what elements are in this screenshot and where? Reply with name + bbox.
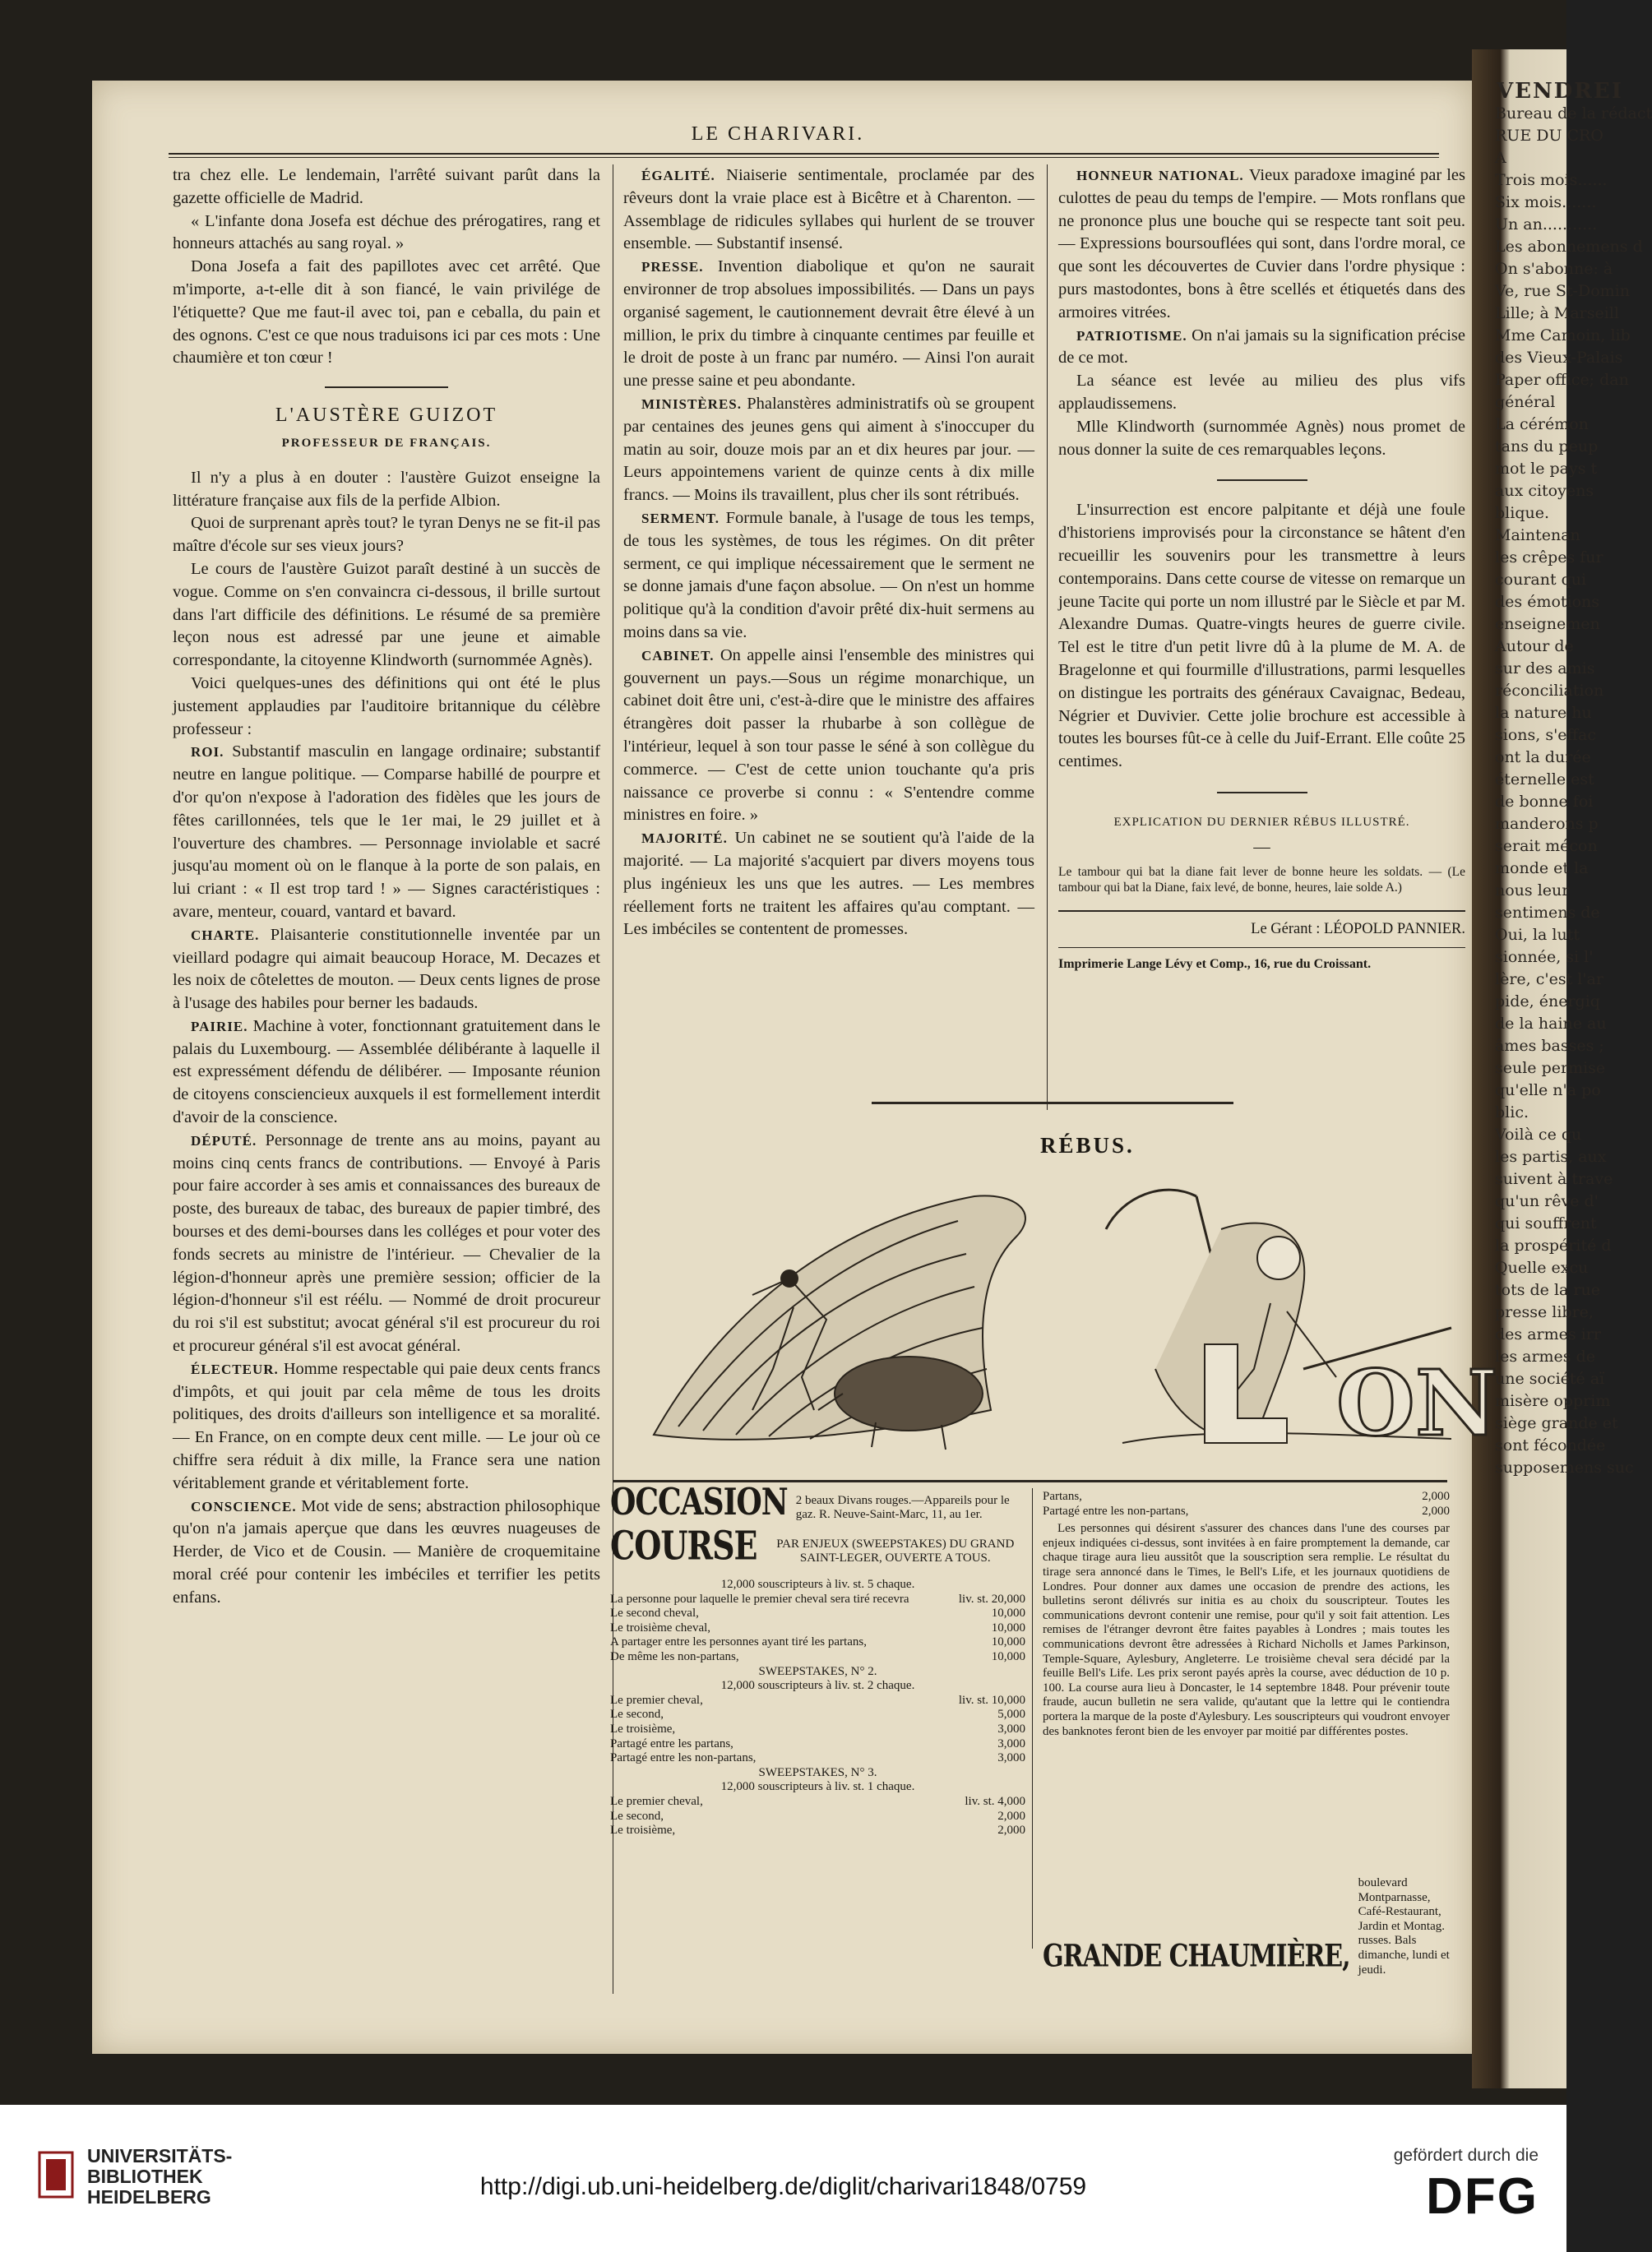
adjacent-page-line: sionnée, si l' (1495, 948, 1594, 966)
definition-entry (1058, 164, 1465, 325)
adjacent-page-line: de bonne foi (1495, 793, 1594, 811)
gerant-line: Le Gérant : LÉOPOLD PANNIER. (1251, 920, 1465, 937)
table-row (610, 1737, 1025, 1752)
ad-divider (1032, 1488, 1033, 1949)
row-value: liv. st. 20,000 (958, 1592, 1025, 1606)
adjacent-page-line: pide, énergiq (1495, 992, 1600, 1010)
adjacent-page-line: Trois mois...... (1495, 171, 1608, 189)
table-row (1043, 1505, 1450, 1519)
course-ad (610, 1522, 1025, 1838)
row-value: 3,000 (997, 1751, 1025, 1765)
definition-text: Niaiserie sentimentale, proclamée par des rêveurs dont la vraie place est à Bicêtre et à Charenton. — Assemblage de ridicules syllabes qui hurlent de se trouver ensemble. — Substantif insensé. (623, 166, 1034, 253)
table-row (610, 1824, 1025, 1838)
section-separator (1217, 479, 1307, 481)
adjacent-page-line: qu'elle n'a po (1495, 1081, 1601, 1099)
row-value: 2,000 (1422, 1504, 1450, 1518)
rebus-illustration (629, 1163, 1498, 1472)
adjacent-page-line: des Vieux-Palais (1495, 349, 1623, 367)
sweepstakes-2-title: SWEEPSTAKES, N° 2. (758, 1664, 877, 1678)
definition-text: On appelle ainsi l'ensemble des ministres qui gouvernent un pays.—Sous un régime monarchique, un cabinet doit être uni, c'est-à-dire que le ministre des affaires étrangères doit passer la rhubarbe à son collègue de l'intérieur, lequel à son tour passe le séné à son collègue du commerce. — C'est de cette union touchante qu'a pris naissance ce proverbe si connu : « S'entendre comme ministres en foire. » (623, 645, 1034, 825)
row-value: 5,000 (997, 1708, 1025, 1722)
definition-text: Plaisanterie constitutionnelle inventée par un vieillard podagre qui aimait beaucoup Horace, M. Decazes et les noix de côtelettes de mouton. — Deux cents lignes de prose à l'usage des habiles pour berner les badauds. (173, 925, 600, 1013)
definition-entry (173, 1496, 600, 1610)
page-masthead: LE CHARIVARI. (691, 123, 865, 145)
adjacent-page-line: des armes irr (1495, 1325, 1601, 1343)
article-paragraph: Quoi de surprenant après tout? le tyran Denys ne se fit-il pas maître d'école sur ses vieux jours? (173, 514, 600, 556)
definitions-list (1058, 164, 1465, 370)
definition-entry (623, 827, 1034, 941)
sweepstakes-2-table (610, 1694, 1025, 1766)
row-value: 10,000 (991, 1649, 1025, 1663)
adjacent-page-line: les armes de (1495, 1348, 1595, 1366)
row-value: 3,000 (997, 1736, 1025, 1750)
table-row (610, 1751, 1025, 1766)
intro-paragraphs (173, 164, 600, 370)
definition-entry (173, 1358, 600, 1496)
adjacent-page-line: Six mois....... (1495, 193, 1597, 211)
definition-term: ROI. (191, 744, 233, 761)
chaumiere-ad (1043, 1876, 1450, 1977)
table-row (1043, 1490, 1450, 1505)
definition-term: DÉPUTÉ. (191, 1132, 266, 1149)
definition-entry (173, 1015, 600, 1130)
intro-paragraph: « L'infante dona Josefa est déchue des prérogatires, rang et honneurs attachés au sang royal. » (173, 211, 600, 253)
adjacent-page-line: tots de la rue (1495, 1281, 1600, 1299)
table-row (610, 1621, 1025, 1636)
adjacent-page-line: RUE DU CRO (1495, 127, 1603, 145)
occasion-ad (610, 1480, 1025, 1524)
adjacent-page-line: enseignemen (1495, 615, 1600, 633)
row-label: Partans, (1043, 1490, 1082, 1503)
row-label: Partagé entre les partans, (610, 1736, 733, 1750)
definition-entry (173, 741, 600, 923)
adjacent-page-line: Un an........... (1495, 215, 1598, 234)
adjacent-page-line: réconciliation (1495, 682, 1604, 700)
adjacent-page-line: Paper office; dan (1495, 371, 1629, 389)
definition-text: Substantif masculin en langage ordinaire; substantif neutre en langue politique. — Comparse habillé de pourpre et d'or qu'on n'expose à l'adoration des fidèles que les jours de fêtes carillonnées, tels que le 1er mai, le 29 juillet et à l'ouverture des chambres. — Personnage inviolable et sacré jusqu'au moment où on le flanque à la porte de son palais, en lui criant : « Il est trop tard ! » — Signes caractéristiques : avare, menteur, couard, vantard et bavard. (173, 742, 600, 921)
sweepstakes-3-table (610, 1795, 1025, 1838)
row-value: 10,000 (991, 1607, 1025, 1621)
adjacent-page-line: éternelle est (1495, 770, 1594, 788)
definition-term: CONSCIENCE. (191, 1498, 302, 1514)
definition-entry (173, 924, 600, 1015)
adjacent-page-line: les crêpes fur (1495, 548, 1603, 566)
definitions-list (173, 741, 600, 1609)
definition-term: MAJORITÉ. (641, 830, 735, 847)
article-paragraphs (173, 467, 600, 742)
row-value: 2,000 (1422, 1490, 1450, 1503)
svg-text:ON: ON (1336, 1350, 1498, 1456)
adjacent-page-line: sentimens de (1495, 904, 1600, 922)
definition-term: CABINET. (641, 647, 720, 664)
definition-text: Mot vide de sens; abstraction philosophique qu'on n'a jamais aperçue que dans les œuvres nuageuses de Herder, de Vico et de Cousin. — Manière de croquemitaine moral créé pour contenir les imbéciles et terrifier les petits enfans. (173, 1496, 601, 1607)
definition-text: Personnage de trente ans au moins, payant au moins cinq cents francs de contributions. — Envoyé à Paris pour faire accorder à ses amis et connaissances des bureaux de poste, des bureaux de tabac, des bureaux de papier timbré, des bourses et des demi-bourses dans les colléges et pour voter des fonds secrets au ministre de l'intérieur. — Chevalier de la légion-d'honneur après une première session; officier de la légion-d'honneur s'il est réélu. — Nommé de droit procureur du roi s'il est substitut; avocat général s'il est procureur du roi et procureur général s'il est avocat général. (173, 1131, 600, 1356)
row-value: 10,000 (991, 1635, 1025, 1649)
row-value: 2,000 (997, 1809, 1025, 1823)
adjacent-page-line: misère opprim (1495, 1392, 1611, 1410)
section-separator (1217, 792, 1307, 793)
adjacent-page-line: lère, c'est l'ar (1495, 970, 1603, 988)
sweepstakes-3-sub: 12,000 souscripteurs à liv. st. 1 chaque. (720, 1780, 915, 1794)
adjacent-page-lines (1490, 103, 1652, 1479)
definitions-list (623, 164, 1034, 941)
article-title: L'AUSTÈRE GUIZOT (275, 405, 498, 427)
closing-paragraph: La séance est levée au milieu des plus vifs applaudissemens. (1058, 372, 1465, 413)
adjacent-page-line: général (1495, 393, 1556, 411)
row-value: 10,000 (991, 1621, 1025, 1635)
insurrection-paragraph: L'insurrection est encore palpitante et déjà une foule d'historiens improvisés pour la circonstance se hâtent d'en recueillir les souvenirs pour les transmettre à leurs contemporains. Dans cette course de vitesse on remarque un jeune Tacite qui porte un nom illustré par le Siècle et par M. Alexandre Dumas. Quatre-vingts heures de guerre civile. Tel est le titre d'un petit livre dû à la plume de M. A. de Bragelonne et qui fourmille d'illustrations, parmi lesquelles on distingue les portraits des généraux Cavaignac, Bedeau, Négrier et Duvivier. Cette jolie brochure est accessible à toutes les bourses fût-ce à celle du Juif-Errant. Elle coûte 25 centimes. (1058, 501, 1465, 771)
adjacent-page-edge (1490, 49, 1652, 2088)
adjacent-page-line: âmes basses ; (1495, 1037, 1604, 1055)
definition-entry (623, 164, 1034, 256)
definition-term: HONNEUR NATIONAL. (1076, 168, 1249, 183)
table-row (610, 1708, 1025, 1723)
definition-entry (1058, 325, 1465, 371)
article-paragraph: Il n'y a plus à en douter : l'austère Guizot enseigne la littérature française aux fils de la perfide Albion. (173, 468, 600, 510)
row-label: Partagé entre les non-partans, (610, 1751, 757, 1765)
table-row (610, 1593, 1025, 1607)
dash: — (1253, 837, 1270, 856)
definition-text: Un cabinet ne se soutient qu'à l'aide de la majorité. — La majorité s'acquiert par divers moyens tous plus ingénieux les uns que les autres. — Les membres réellement forts ne traitent les affaires qu'au comptant. — Les imbéciles se contentent de promesses. (623, 829, 1034, 939)
row-label: Partagé entre les non-partans, (1043, 1504, 1189, 1518)
sweepstakes-2-sub: 12,000 souscripteurs à liv. st. 2 chaque. (720, 1679, 915, 1693)
definition-term: PRESSE. (641, 259, 718, 275)
course-continued (1043, 1490, 1450, 1739)
rule (1058, 947, 1465, 948)
row-label: Le troisième, (610, 1722, 676, 1736)
adjacent-page-line: On s'abonne: à (1495, 260, 1613, 278)
adjacent-page-line: sur des amis (1495, 659, 1595, 677)
article-paragraph: Voici quelques-unes des définitions qui ont été le plus justement applaudies par l'auditoire britannique du célèbre professeur : (173, 673, 600, 738)
adjacent-page-line: qui souffrent (1495, 1214, 1597, 1232)
definition-text: Invention diabolique et qu'on ne saurait environner de trop absolues impossibilités. — Dans un pays organisé sagement, le cautionnement devrait être élevé à un million, le prix du timbre à cinquante centimes par feuille et le droit de poste à un franc par numéro. — Ainsi l'on aurait une presse saine et peu abondante. (623, 257, 1034, 391)
adjacent-page-line: siège grande et (1495, 1414, 1618, 1432)
section-separator (325, 386, 448, 388)
table-row (610, 1607, 1025, 1621)
definition-entry (173, 1130, 600, 1358)
rebus-explanation-title: EXPLICATION DU DERNIER RÉBUS ILLUSTRÉ. (1113, 815, 1410, 829)
definition-term: CHARTE. (191, 927, 271, 943)
rebus-letters (1336, 1350, 1497, 1456)
row-value: 2,000 (997, 1824, 1025, 1838)
adjacent-page-line: courant qui (1495, 571, 1587, 589)
definition-entry (623, 507, 1034, 645)
adjacent-page-line: Quelle excu (1495, 1259, 1589, 1277)
definition-term: PAIRIE. (191, 1018, 253, 1034)
occasion-heading: OCCASION (610, 1480, 788, 1524)
intro-paragraph: tra chez elle. Le lendemain, l'arrêté suivant parût dans la gazette officielle de Madrid. (173, 166, 600, 207)
row-value: liv. st. 10,000 (958, 1693, 1025, 1707)
definition-entry (623, 393, 1034, 507)
ornament-rule (872, 1102, 1233, 1104)
adjacent-page-line: de la haine au (1495, 1015, 1607, 1033)
row-label: Le troisième cheval, (610, 1621, 711, 1635)
row-label: Le second, (610, 1708, 664, 1722)
rebus-explanation-text: Le tambour qui bat la diane fait lever de bonne heure les soldats. — (Le tambour qui bat la Diane, faix levé, de bonne, heures, laie solde A.) (1058, 864, 1465, 895)
course-conditions: Les personnes qui désirent s'assurer des chances dans l'une des courses par enjeux indiquées ci-dessus, sont invitées à en faire promptement la demande, car chaque tirage aura lieu aussitôt que la souscription sera remplie. Le résultat du tirage sera annoncé dans le Times, le Bell's Life, et les journaux quotidiens de Londres. Pour donner aux dames une occasion de prendre des actions, les bulletins seront délivrés sur initia es au choix du souscripteur. Toutes les communications devront contenir une remise, pour qu'il y soit fait attention. Les remises de l'étranger devront être faites payables à Londres ; mais toutes les communications devront être adressées à Richard Nicholls et James Parkinson, Temple-Square, Aylesbury, Angleterre. Le troisième cheval sera décidé par la feuille Bell's Life. Les prix seront payés après la course, avec déduction de 10 p. 100. La course aura lieu à Doncaster, le 14 septembre 1848. Pour prévenir toute fraude, aucun bulletin ne sera valide, qu'autant que la lettre qui le contiendra portera la marque de la poste d'Aylesbury. Les souscripteurs qui voudront envoyer des banknotes feront bien de les envoyer par moitié par différentes postes. (1043, 1522, 1450, 1738)
adjacent-page-line: sions, s'effac (1495, 726, 1597, 744)
adjacent-page-line: nous leur (1495, 881, 1570, 899)
adjacent-page-line: Voilà ce qu (1495, 1126, 1582, 1144)
table-row (610, 1810, 1025, 1824)
article-paragraph: Le cours de l'austère Guizot paraît destiné à un succès de vogue. Comme on s'en convaincra ci-dessous, il brille surtout dans l'art difficile des définitions. Le résumé de sa première leçon nous est adressé par une jeune et aimable correspondante, la citoyenne Klindworth (surnommée Agnès). (173, 559, 600, 670)
column-3 (1058, 164, 1465, 976)
definition-text: Phalanstères administratifs où se groupent par centaines des jeunes gens qui aiment à s'inoccuper du matin au soir, douze mois par an et dix heures par jour. — Leurs appointemens varient de quinze cents à dix mille francs. — Moins ils travaillent, plus cher ils sont rétribués. (623, 394, 1034, 505)
permalink-url[interactable]: http://digi.ub.uni-heidelberg.de/diglit/charivari1848/0759 (479, 2173, 1087, 2200)
rule (1058, 910, 1465, 912)
institution-name: UNIVERSITÄTS- BIBLIOTHEK HEIDELBERG (87, 2145, 233, 2208)
course-headline: PAR ENJEUX (SWEEPSTAKES) DU GRAND SAINT-LEGER, OUVERTE A TOUS. (776, 1537, 1015, 1565)
definition-text: On n'ai jamais su la signification précise de ce mot. (1058, 326, 1465, 368)
table-row (610, 1650, 1025, 1665)
adjacent-page-line: Bureau de la rédact (1495, 104, 1652, 123)
course-prize-table (610, 1593, 1025, 1665)
adjacent-page-line: des émotions (1495, 593, 1600, 611)
column-1 (173, 164, 600, 1610)
definition-text: Homme respectable qui paie deux cents francs d'impôts, et qui jouit par cela même de tous les droits politiques, des droits d'ailleurs son intelligence et sa moralité. — En France, on en compte deux cent mille. — Le jour où ce chiffre sera réduit à dix mille, la France sera une nation véritablement grande et véritablement forte. (173, 1359, 600, 1492)
row-value: liv. st. 4,000 (965, 1794, 1025, 1808)
article-subtitle: PROFESSEUR DE FRANÇAIS. (281, 436, 492, 450)
adjacent-page-line: La cérémon (1495, 415, 1589, 433)
adjacent-page-line: ont la durée (1495, 748, 1591, 766)
header-rule (169, 153, 1439, 155)
definition-text: Vieux paradoxe imaginé par les culottes de peau du temps de l'empire. — Mots ronflans que ne prononce plus une bouche qui se respecte tant soit peu. — Expressions boursouflées qui sont, dans l'ordre moral, ce que sont les découvertes de Cuvier dans l'ordre physique : purs mastodontes, bons à être scellés et étiquetés dans des armoires vitrées. (1058, 166, 1465, 321)
table-row (610, 1795, 1025, 1810)
adjacent-page-line: A (1495, 149, 1506, 167)
adjacent-page-line: blic. (1495, 1103, 1529, 1121)
funding-note: gefördert durch die (1393, 2146, 1539, 2165)
row-value: 3,000 (997, 1722, 1025, 1736)
adjacent-page-line: aux citoyens (1495, 482, 1594, 500)
adjacent-page-line: Lille; à Marseill (1495, 304, 1619, 322)
definition-term: SERMENT. (641, 510, 726, 526)
row-label: A partager entre les personnes ayant tiré les partans, (610, 1635, 867, 1649)
rebus-title: RÉBUS. (1040, 1133, 1135, 1158)
definition-term: MINISTÈRES. (641, 395, 747, 412)
adjacent-page-line: blique. (1495, 504, 1549, 522)
adjacent-page-line: seule permise (1495, 1059, 1606, 1077)
intro-paragraph: Dona Josefa a fait des papillotes avec cet arrêté. Que m'importe, a-t-elle dit à son fiancé, le vain privilége de l'étiquette? Que me faut-il avec toi, pan e ceballa, du pain et des ognons. C'est ce que nous traduisons ici par ces mots : Une chaumière et ton cœur ! (173, 257, 600, 368)
row-label: Le premier cheval, (610, 1693, 703, 1707)
adjacent-page-line: une société aï (1495, 1370, 1605, 1388)
table-row (610, 1723, 1025, 1737)
dfg-logo: DFG (1426, 2168, 1539, 2225)
adjacent-page-line: la prospérité d (1495, 1237, 1612, 1255)
adjacent-page-line: Maintenan (1495, 526, 1580, 544)
row-label: De même les non-partans, (610, 1649, 739, 1663)
digitization-footer (0, 2105, 1566, 2252)
adjacent-page-line: Autour de (1495, 637, 1574, 655)
course-subscription: 12,000 souscripteurs à liv. st. 5 chaque. (720, 1578, 915, 1591)
adjacent-page-line: qu'un rêve d' (1495, 1192, 1599, 1210)
course-right-table (1043, 1490, 1450, 1519)
definition-term: ÉLECTEUR. (191, 1361, 284, 1377)
closing-paragraph: Mlle Klindworth (surnommée Agnès) nous promet de nous donner la suite de ces remarquables leçons. (1058, 417, 1465, 459)
adjacent-page-line: les partis, aux (1495, 1148, 1607, 1166)
adjacent-page-line: Oui, la lutt (1495, 926, 1580, 944)
definition-term: ÉGALITÉ. (641, 168, 727, 183)
definition-entry (623, 256, 1034, 393)
sweepstakes-3-title: SWEEPSTAKES, N° 3. (758, 1765, 877, 1779)
row-label: Le premier cheval, (610, 1794, 703, 1808)
adjacent-page-line: suivent à trave (1495, 1170, 1613, 1188)
imprimerie-line: Imprimerie Lange Lévy et Comp., 16, rue du Croissant. (1058, 957, 1372, 972)
adjacent-page-line: mot le pays t (1495, 460, 1598, 478)
adjacent-page-line: manderons p (1495, 815, 1599, 833)
definition-entry (623, 645, 1034, 827)
adjacent-page-header: VENDREI (1497, 79, 1623, 104)
column-2 (623, 164, 1034, 941)
adjacent-page-line: Les abonnemens d (1495, 238, 1643, 256)
definition-term: PATRIOTISME. (1076, 327, 1192, 344)
row-label: La personne pour laquelle le premier cheval sera tiré recevra (610, 1592, 909, 1606)
adjacent-page-line: la nature hu (1495, 704, 1592, 722)
adjacent-page-line: monde et la (1495, 859, 1589, 877)
row-label: Le second cheval, (610, 1607, 699, 1621)
adjacent-page-line: Mme Camoin, lib (1495, 326, 1631, 345)
chaumiere-text: boulevard Montparnasse, Café-Restaurant, Jardin et Montag. russes. Bals dimanche, lundi et jeudi. (1358, 1876, 1450, 1977)
column-divider (1047, 164, 1048, 1110)
header-rule-thin (169, 157, 1439, 158)
adjacent-page-line: Ve, rue St-Domin (1495, 282, 1630, 300)
row-label: Le second, (610, 1809, 664, 1823)
adjacent-page-line: supposemens suc (1495, 1459, 1634, 1477)
course-heading: COURSE (610, 1522, 757, 1569)
adjacent-page-line: sont fécondée (1495, 1436, 1606, 1454)
table-row (610, 1635, 1025, 1650)
adjacent-page-line: tans du peup (1495, 437, 1599, 455)
row-label: Le troisième, (610, 1824, 676, 1838)
chaumiere-heading: GRANDE CHAUMIÈRE, (1043, 1938, 1350, 1975)
adjacent-page-line: presse libre, (1495, 1303, 1594, 1321)
definition-text: Machine à voter, fonctionnant gratuitement dans le palais du Luxembourg. — Assemblée délibérante à laquelle il est expressément défendu de délibérer. — Imposante réunion de citoyens consciencieux auxquels il est formellement interdit d'avoir de la conscience. (173, 1016, 601, 1127)
adjacent-page-line: serait mécon (1495, 837, 1598, 855)
table-row (610, 1694, 1025, 1709)
occasion-text: 2 beaux Divans rouges.—Appareils pour le gaz. R. Neuve-Saint-Marc, 11, au 1er. (795, 1493, 1010, 1522)
definition-text: Formule banale, à l'usage de tous les temps, de tous les systèmes, de tous les régimes. On dit prêter serment, ce qui implique nécessairement que le serment ne se donne jamais d'une façon absolue. — On n'est un homme politique qu'à la condition d'avoir prêté dix-huit sermens au moins dans sa vie. (623, 508, 1035, 641)
